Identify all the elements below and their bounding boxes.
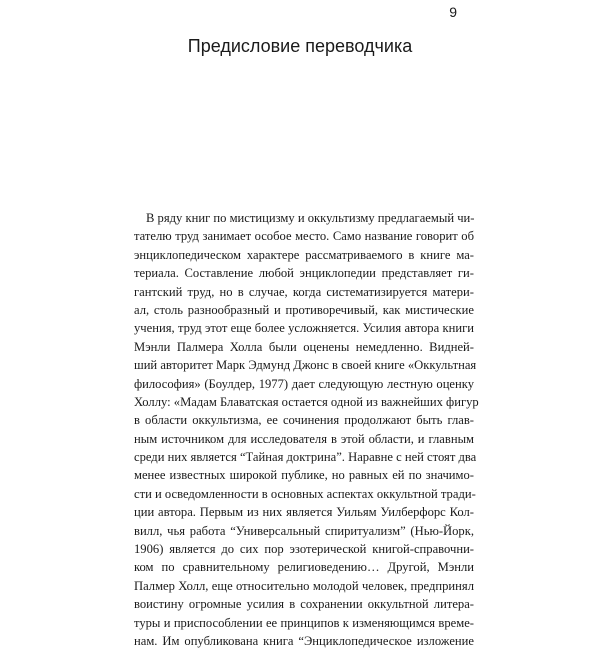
text-line: энциклопедическом характере рассматриваемого в книге ма-: [134, 247, 474, 262]
text-line: тателю труд занимает особое место. Само название говорит об: [134, 229, 474, 244]
text-line: в области оккультизма, ее сочинения продолжают быть глав-: [134, 413, 474, 428]
text-line: нам. Им опубликована книга “Энциклопедическое изложение: [134, 633, 474, 648]
text-line: териала. Составление любой энциклопедии представляет ги-: [134, 266, 474, 281]
text-line: ший авторитет Марк Эдмунд Джонс в своей книге «Оккультная: [134, 358, 477, 373]
text-line: среди них является “Тайная доктрина”. Наравне с ней стоят два: [134, 450, 477, 465]
text-line: ком по сравнительному религиоведению… Другой, Мэнли: [134, 560, 474, 575]
text-line: ал, столь разнообразный и противоречивый, как мистические: [134, 302, 474, 317]
chapter-title: Предисловие переводчика: [187, 36, 413, 56]
text-line: ции автора. Первым из них является Уильям Уилберфорс Кол-: [134, 505, 474, 520]
text-line: Мэнли Палмера Холла были оценены немедленно. Видней-: [134, 339, 474, 354]
text-line: В ряду книг по мистицизму и оккультизму предлагаемый чи-: [146, 211, 475, 225]
text-line: Палмер Холл, еще относительно молодой человек, предпринял: [134, 578, 474, 593]
text-line: учения, труд этот еще более усложняется. Усилия автора книги: [134, 321, 474, 336]
text-line: 1906) является до сих пор эзотерической книгой-справочни-: [134, 542, 474, 557]
text-line: вилл, чья работа “Универсальный спиритуализм” (Нью-Йорк,: [134, 523, 474, 538]
text-line: туры и приспособлении ее принципов к изменяющимся време-: [134, 615, 474, 630]
page-number: 9: [449, 4, 457, 20]
text-line: сти и осведомленности в основных аспектах оккультной тради-: [134, 486, 476, 501]
text-line: менее известных широкой публике, но равных ей по значимо-: [134, 468, 474, 483]
text-line: воистину огромные усилия в сохранении оккультной литера-: [134, 597, 474, 612]
text-line: ным источником для исследователя в этой области, и главным: [134, 431, 474, 446]
body-text: [134, 209, 479, 648]
text-line: гантский труд, но в случае, когда систематизируется матери-: [134, 284, 474, 299]
text-line: философия» (Боулдер, 1977) дает следующую лестную оценку: [134, 376, 474, 391]
text-line: Холлу: «Мадам Блаватская остается одной из важнейших фигур: [134, 394, 479, 409]
